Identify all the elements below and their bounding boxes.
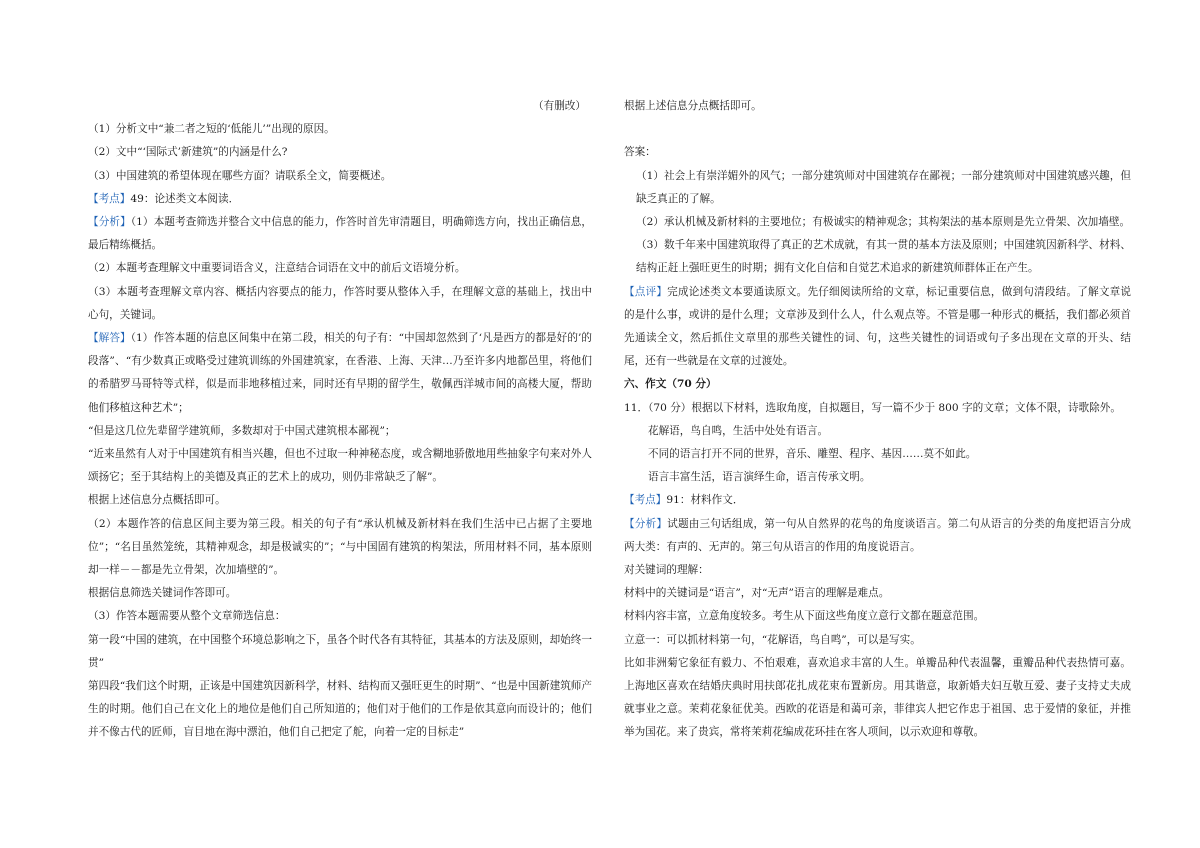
- material-2: 不同的语言打开不同的世界，音乐、雕塑、程序、基因……莫不如此。: [648, 448, 977, 461]
- flower-example: 比如非洲菊它象征有毅力、不怕艰难，喜欢追求丰富的人生。单瓣品种代表温馨，重瓣品种代表热情可嘉。上海地区喜欢在结婚庆典时用扶郎花扎成花束布置新房。用其谐意，取新婚夫妇互敬互爱、妻子支持丈夫成就事业之意。茉莉花象征优美。西欧的花语是和蔼可亲，菲律宾人把它作忠于祖国、忠于爱情的象征，并推举为国花。来了贵宾，常将茉莉花编成花环挂在客人项间，以示欢迎和尊敬。: [624, 656, 1131, 739]
- jieda-text-1c: “近来虽然有人对于中国建筑有相当兴趣，但也不过取一种神秘态度，或含糊地骄傲地用些抽象字句来对外人颂扬它；至于其结构上的美德及真正的艺术上的成功，则仍非常缺乏了解”。: [88, 448, 592, 484]
- jieda-text-3a: 第一段“中国的建筑，在中国整个环境总影响之下，虽各个时代各有其特征，其基本的方法及原则，却始终一贯”: [88, 633, 592, 669]
- jieda-line: [88, 327, 592, 420]
- kaodian-text: 49：论述类文本阅读．: [130, 192, 240, 205]
- spacer: [624, 118, 1131, 141]
- dianping-text: 完成论述类文本要通读原文。先仔细阅读所给的文章，标记重要信息，做到句清段结。了解文章说的是什么事，或讲的是什么理；文章涉及到什么人，什么观点等。不管是哪一种形式的概括，我们都必须首先通读全文，然后抓住文章里的那些关键性的词、句，这些关键性的词语或句子多出现在文章的开头、结尾，还有一些就是在文章的过渡处。: [624, 285, 1132, 368]
- kaodian-tag: 【考点】: [88, 192, 131, 205]
- keyword-note: 材料中的关键词是“语言”，对“无声”语言的理解是难点。: [624, 587, 890, 600]
- kaodian-tag-2: 【考点】: [624, 494, 667, 507]
- source-note: （有删改）: [533, 100, 586, 112]
- left-column: [88, 95, 592, 745]
- jieda-text-1d: 根据上述信息分点概括即可。: [88, 494, 226, 507]
- jieda-text-3: （3）作答本题需要从整个文章筛选信息：: [88, 610, 286, 623]
- dianping-line: [624, 281, 1131, 374]
- answer-3: （3）数千年来中国建筑取得了真正的艺术成就，有其一贯的基本方法及原则；中国建筑因新科学、材料、结构正赶上强旺更生的时期；拥有文化自信和自觉艺术追求的新建筑师群体正在产生。: [636, 239, 1131, 275]
- dianping-tag: 【点评】: [624, 285, 668, 298]
- fenxi-line-2: [624, 513, 1131, 559]
- right-column: [624, 95, 1131, 745]
- keyword-intro: 对关键词的理解：: [624, 564, 709, 577]
- kaodian-line-2: [624, 489, 1131, 512]
- fenxi-text-3: （3）本题考查理解文章内容、概括内容要点的能力，作答时要从整体入手，在理解文意的基础上，找出中心句，关键词。: [88, 285, 592, 321]
- jieda-tag: 【解答】: [88, 332, 131, 345]
- jieda-text-2b: 根据信息筛选关键词作答即可。: [88, 587, 237, 600]
- question-2: （2）文中“‘国际式’新建筑”的内涵是什么?: [88, 146, 288, 159]
- angle-note: 材料内容丰富，立意角度较多。考生从下面这些角度立意行文都在题意范围。: [624, 610, 985, 623]
- section-title: 六、作文（70 分）: [624, 378, 717, 391]
- fenxi-tag: 【分析】: [88, 216, 131, 229]
- question-11: 11．（70 分）根据以下材料，选取角度，自拟题目，写一篇不少于 800 字的文章；文体不限，诗歌除外。: [624, 401, 1121, 414]
- idea-one: 立意一：可以抓材料第一句，“花解语，鸟自鸣”，可以是写实。: [624, 633, 921, 646]
- fenxi-text-1: （1）本题考查筛选并整合文中信息的能力，作答时首先审清题目，明确筛选方向，找出正确信息，最后精练概括。: [88, 216, 593, 252]
- kaodian-line: [88, 188, 592, 211]
- question-3: （3）中国建筑的希望体现在哪些方面？请联系全文，简要概述。: [88, 169, 392, 182]
- material-3: 语言丰富生活，语言演绎生命，语言传承文明。: [648, 471, 871, 484]
- summary-line: 根据上述信息分点概括即可。: [624, 100, 762, 112]
- material-1: 花解语，鸟自鸣，生活中处处有语言。: [648, 424, 829, 437]
- fenxi-text-right: 试题由三句话组成，第一句从自然界的花鸟的角度谈语言。第二句从语言的分类的角度把语言分成两大类：有声的、无声的。第三句从语言的作用的角度说语言。: [624, 517, 1132, 553]
- jieda-text-1b: “但是这几位先辈留学建筑师，多数却对于中国式建筑根本鄙视”；: [88, 424, 396, 437]
- answer-2: （2）承认机械及新材料的主要地位；有极诚实的精神观念；其构架法的基本原则是先立骨架、次加墙壁。: [636, 216, 1131, 228]
- kaodian-text-2: 91：材料作文．: [666, 494, 744, 507]
- answer-label: 答案：: [624, 146, 656, 159]
- fenxi-text-2: （2）本题考查理解文中重要词语含义，注意结合词语在文中的前后文语境分析。: [88, 262, 466, 275]
- fenxi-line: [88, 211, 592, 257]
- jieda-text-2: （2）本题作答的信息区间主要为第三段。相关的句子有“承认机械及新材料在我们生活中已占据了主要地位”；“名目虽然笼统，其精神观念，却是极诚实的”；“与中国固有建筑的构架法，所用材料不同，基本原则却一样－－都是先立骨架，次加墙壁的”。: [88, 517, 592, 577]
- jieda-text-1: （1）作答本题的信息区间集中在第二段，相关的句子有：“中国却忽然到了‘凡是西方的都是好的’的段落”、“有少数真正或略受过建筑训练的外国建筑家，在香港、上海、天津…乃至许多内地都邑里，将他们的希腊罗马哥特等式样，似是而非地移植过来，同时还有早期的留学生，敬佩西洋城市间的高楼大厦，帮助他们移植这种艺术”；: [88, 332, 593, 414]
- fenxi-tag-2: 【分析】: [624, 517, 668, 530]
- jieda-text-3b: 第四段“我们这个时期，正该是中国建筑因新科学，材料、结构而又强旺更生的时期”、“也是中国新建筑师产生的时期。他们自己在文化上的地位是他们自己所知道的；他们对于他们的工作是依其意向而设计的；他们并不像古代的匠师，盲目地在海中漂泊，他们自己把定了舵，向着一定的目标走”: [88, 680, 592, 739]
- question-1: （1）分析文中“兼二者之短的‘低能儿’”出现的原因。: [88, 123, 335, 136]
- answer-1: （1）社会上有崇洋媚外的风气；一部分建筑师对中国建筑存在鄙视；一部分建筑师对中国建筑感兴趣，但缺乏真正的了解。: [636, 169, 1131, 205]
